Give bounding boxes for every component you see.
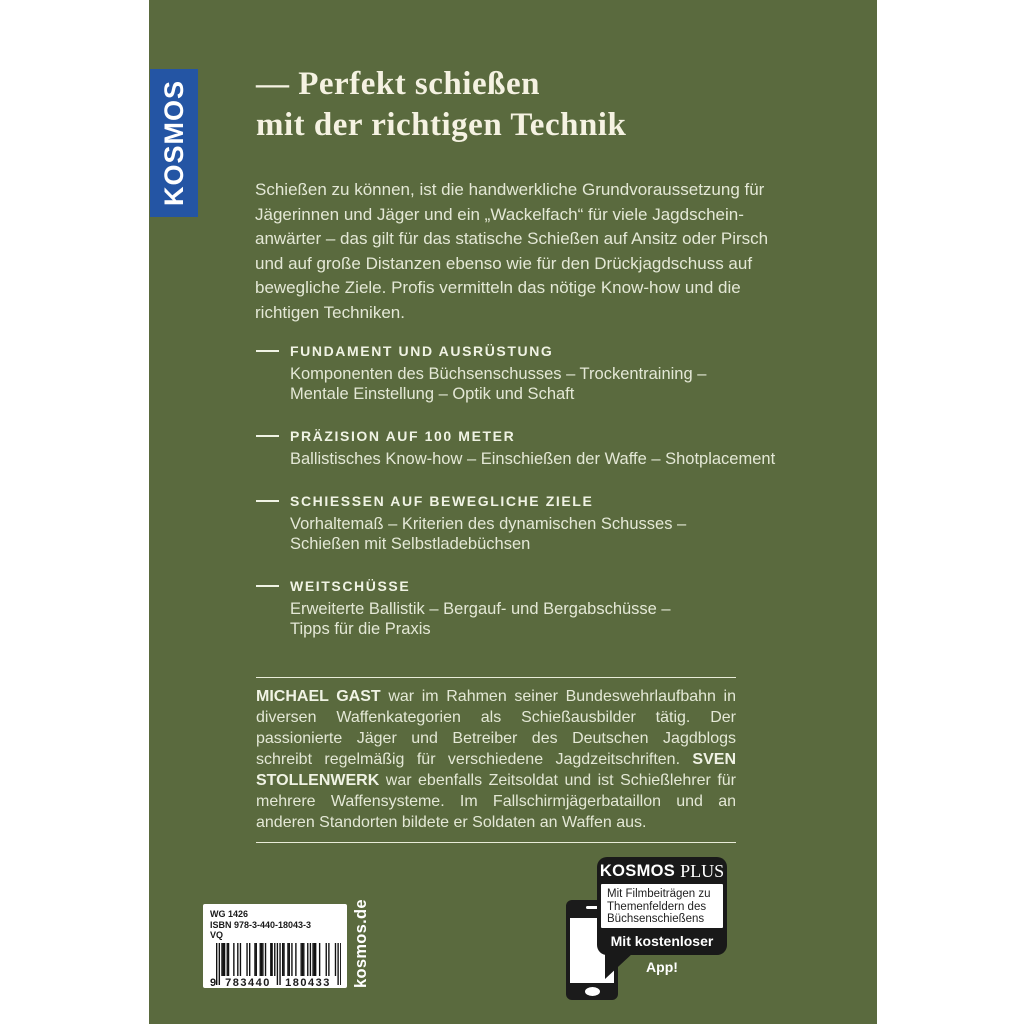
badge-brand-suffix: PLUS <box>680 861 725 881</box>
barcode-wg-number: WG 1426 <box>210 909 249 919</box>
phone-home-button <box>585 987 600 996</box>
title-line-2: mit der richtigen Technik <box>256 107 627 143</box>
author-name-2: SVEN STOLLENWERK <box>256 751 736 789</box>
kosmos-publisher-logo <box>150 69 198 217</box>
website-vertical-text: kosmos.de <box>352 899 370 988</box>
ean-digits-right-group: 180433 <box>285 976 331 989</box>
badge-speech-tail <box>605 953 633 979</box>
author-name-1: MICHAEL GAST <box>256 688 381 705</box>
section-heading: WEITSCHÜSSE <box>290 578 411 594</box>
section-heading: PRÄZISION AUF 100 METER <box>290 428 516 444</box>
intro-paragraph: Schießen zu können, ist die handwerkliche Grundvoraussetzung für Jägerinnen und Jäger und ein „Wackelfach“ für viele Jagdschein- anwärter – das gilt für das statische Schießen auf Ansitz oder Pirsch und auf große Distanzen ebenso wie für den Drückjagdschuss auf bewegliche Ziele. Profis vermitteln das nötige Know-how und die richtigen Techniken. <box>255 180 769 322</box>
badge-description: Mit Filmbeiträgen zu Themenfeldern des Büchsenschießens <box>601 884 723 928</box>
section-body: Komponenten des Büchsenschusses – Trockentraining – Mentale Einstellung – Optik und Schaft <box>290 365 707 403</box>
badge-brand: KOSMOS <box>599 862 676 880</box>
contents-section <box>256 340 776 404</box>
authors-block <box>256 677 736 843</box>
contents-section <box>256 425 776 469</box>
ean-digits-left-group: 783440 <box>225 976 271 989</box>
author-bio-2: war ebenfalls Zeitsoldat und ist Schießlehrer für mehrere Waffensysteme. Im Fallschirmjägerbataillon und an anderen Standorten bildete er Soldaten an Waffen aus. <box>256 772 736 831</box>
section-dash-icon <box>256 500 279 503</box>
section-heading: SCHIESSEN AUF BEWEGLICHE ZIELE <box>290 493 594 509</box>
section-body: Ballistisches Know-how – Einschießen der Waffe – Shotplacement <box>290 450 776 468</box>
kosmos-logo-text: KOSMOS <box>159 80 189 207</box>
section-dash-icon <box>256 350 279 353</box>
section-heading: FUNDAMENT UND AUSRÜSTUNG <box>290 343 554 359</box>
section-body: Erweiterte Ballistik – Bergauf- und Bergabschüsse – Tipps für die Praxis <box>290 600 671 638</box>
barcode <box>210 943 340 989</box>
badge-app-note: Mit kostenloser App! <box>610 933 714 975</box>
barcode-label <box>203 904 347 988</box>
barcode-digits <box>210 978 340 989</box>
contents-section <box>256 490 776 554</box>
badge-title <box>597 857 727 883</box>
barcode-isbn: ISBN 978-3-440-18043-3 <box>210 919 312 930</box>
section-body: Vorhaltemaß – Kriterien des dynamischen Schusses – Schießen mit Selbstladebüchsen <box>290 515 687 553</box>
kosmos-plus-badge <box>597 857 727 975</box>
barcode-vq-code: VQ <box>210 930 224 940</box>
ean-digit-first: 9 <box>210 976 217 989</box>
authors-paragraph <box>256 686 736 833</box>
section-dash-icon <box>256 435 279 438</box>
author-bio-1: war im Rahmen seiner Bundeswehrlaufbahn in diversen Waffenkategorien als Schießausbilder tätig. Der passionierte Jäger und Betreiber des Deutschen Jagdblogs schreibt regelmäßig für verschiedene Jagdzeitschriften. <box>256 688 737 768</box>
title-line-1: — Perfekt schießen <box>256 66 540 102</box>
section-dash-icon <box>256 585 279 588</box>
authors-divider-bottom <box>256 842 736 843</box>
contents-section <box>256 575 776 639</box>
back-cover-title <box>256 64 836 146</box>
contents-list <box>256 340 776 660</box>
authors-divider-top <box>256 677 736 678</box>
